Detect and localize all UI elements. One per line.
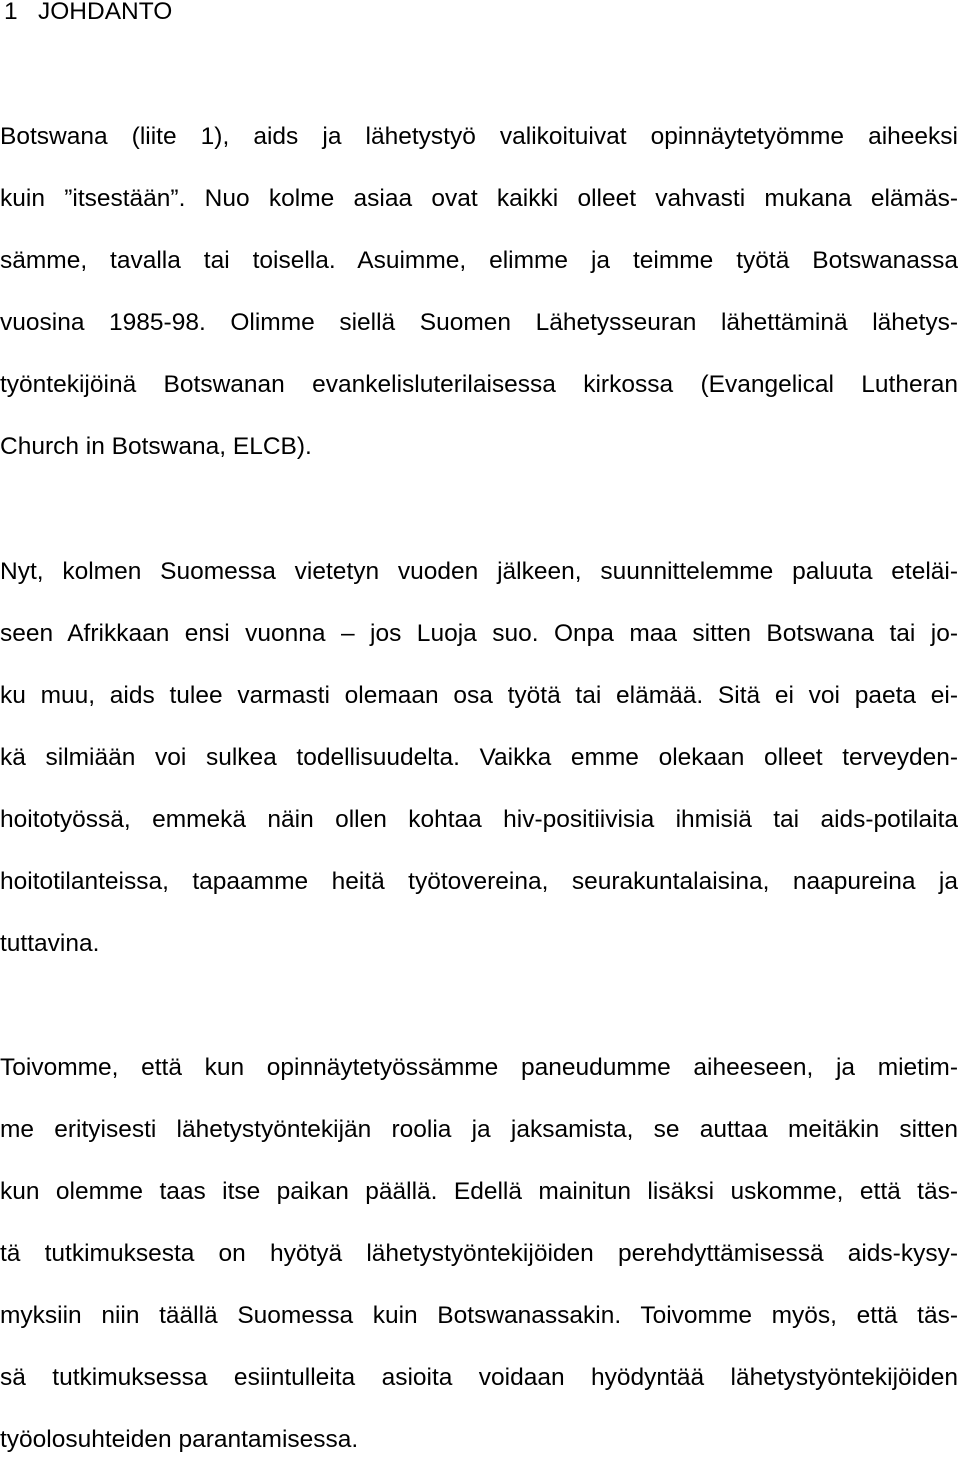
text-line: kä silmiään voi sulkea todellisuudelta. Vaikka emme olekaan olleet terveyden- bbox=[0, 744, 958, 771]
text-line: työntekijöinä Botswanan evankelisluterilaisessa kirkossa (Evangelical Lutheran bbox=[0, 371, 958, 398]
paragraph bbox=[0, 1037, 958, 1471]
text-line: myksiin niin täällä Suomessa kuin Botswanassakin. Toivomme myös, että täs- bbox=[0, 1302, 958, 1329]
chapter-title: JOHDANTO bbox=[38, 0, 173, 25]
text-line: Botswana (liite 1), aids ja lähetystyö valikoituivat opinnäytetyömme aiheeksi bbox=[0, 123, 958, 150]
text-line: työolosuhteiden parantamisessa. bbox=[0, 1426, 359, 1453]
text-line: kun olemme taas itse paikan päällä. Edellä mainitun lisäksi uskomme, että täs- bbox=[0, 1178, 958, 1205]
chapter-heading bbox=[4, 0, 172, 32]
paragraph bbox=[0, 541, 958, 975]
paragraph bbox=[0, 106, 958, 478]
text-line: Church in Botswana, ELCB). bbox=[0, 433, 312, 460]
text-line: vuosina 1985-98. Olimme siellä Suomen Lähetysseuran lähettäminä lähetys- bbox=[0, 309, 958, 336]
text-line: seen Afrikkaan ensi vuonna – jos Luoja suo. Onpa maa sitten Botswana tai jo- bbox=[0, 620, 958, 647]
text-line: ku muu, aids tulee varmasti olemaan osa työtä tai elämää. Sitä ei voi paeta ei- bbox=[0, 682, 958, 709]
text-line: kuin ”itsestään”. Nuo kolme asiaa ovat kaikki olleet vahvasti mukana elämäs- bbox=[0, 185, 958, 212]
text-line: hoitotilanteissa, tapaamme heitä työtovereina, seurakuntalaisina, naapureina ja bbox=[0, 868, 958, 895]
text-line: hoitotyössä, emmekä näin ollen kohtaa hiv-positiivisia ihmisiä tai aids-potilaita bbox=[0, 806, 958, 833]
text-line: tä tutkimuksesta on hyötyä lähetystyöntekijöiden perehdyttämisessä aids-kysy- bbox=[0, 1240, 958, 1267]
text-line: sämme, tavalla tai toisella. Asuimme, elimme ja teimme työtä Botswanassa bbox=[0, 247, 958, 274]
text-line: me erityisesti lähetystyöntekijän roolia ja jaksamista, se auttaa meitäkin sitten bbox=[0, 1116, 958, 1143]
chapter-number: 1 bbox=[4, 0, 18, 25]
text-line: Toivomme, että kun opinnäytetyössämme paneudumme aiheeseen, ja mietim- bbox=[0, 1054, 958, 1081]
text-line: tuttavina. bbox=[0, 930, 100, 957]
text-line: Nyt, kolmen Suomessa vietetyn vuoden jälkeen, suunnittelemme paluuta eteläi- bbox=[0, 558, 958, 585]
text-line: sä tutkimuksessa esiintulleita asioita voidaan hyödyntää lähetystyöntekijöiden bbox=[0, 1364, 958, 1391]
